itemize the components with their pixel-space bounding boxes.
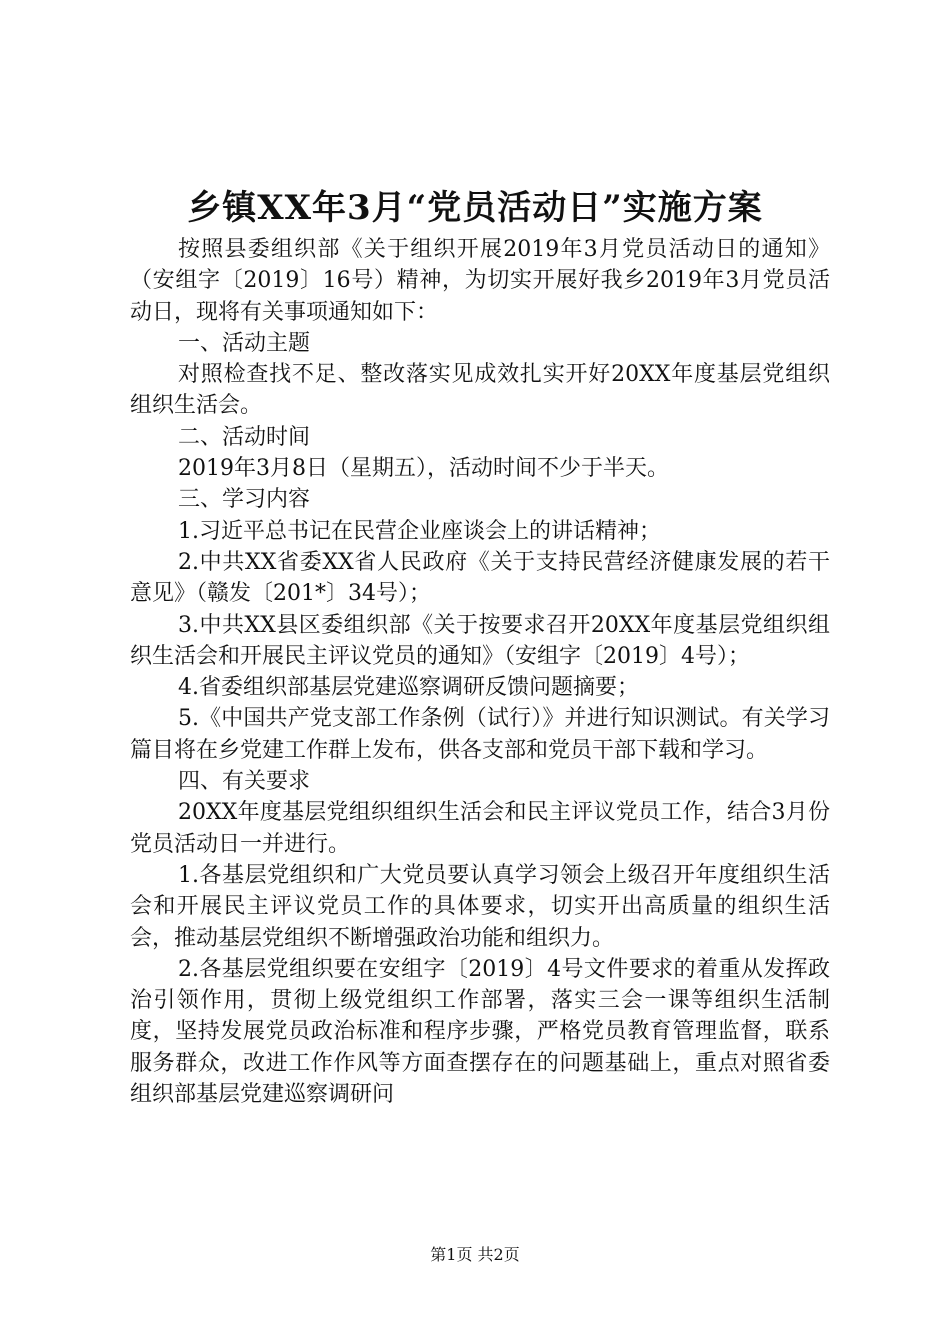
- document-body: [130, 234, 830, 1110]
- page-number: 第1页 共2页: [430, 1245, 520, 1264]
- list-item: 1.习近平总书记在民营企业座谈会上的讲话精神；: [178, 518, 661, 544]
- list-item: 5.《中国共产党支部工作条例（试行）》并进行知识测试。有关学习篇目将在乡党建工作群上发布，供各支部和党员干部下载和学习。: [130, 706, 830, 763]
- heading-requirements: 四、有关要求: [178, 769, 311, 795]
- heading-study-content: 三、学习内容: [178, 487, 311, 513]
- heading-activity-theme: 一、活动主题: [178, 330, 311, 356]
- list-item: 4.省委组织部基层党建巡察调研反馈问题摘要；: [178, 675, 639, 701]
- paragraph-time: 2019年3月8日（星期五），活动时间不少于半天。: [178, 456, 669, 482]
- document-title: 乡镇XX年3月“党员活动日”实施方案: [187, 188, 763, 228]
- list-item: 3.中共XX县区委组织部《关于按要求召开20XX年度基层党组织组织生活会和开展民主评议党员的通知》（安组字〔2019〕4号）；: [130, 612, 830, 669]
- paragraph-requirements: 20XX年度基层党组织组织生活会和民主评议党员工作，结合3月份党员活动日一并进行。: [130, 800, 830, 857]
- list-item: 1.各基层党组织和广大党员要认真学习领会上级召开年度组织生活会和开展民主评议党员工作的具体要求，切实开出高质量的组织生活会，推动基层党组织不断增强政治功能和组织力。: [130, 862, 830, 951]
- paragraph-theme: 对照检查找不足、整改落实见成效扎实开好20XX年度基层党组织组织生活会。: [130, 362, 830, 419]
- paragraph-intro: 按照县委组织部《关于组织开展2019年3月党员活动日的通知》（安组字〔2019〕16号）精神，为切实开展好我乡2019年3月党员活动日，现将有关事项通知如下：: [130, 237, 830, 325]
- heading-activity-time: 二、活动时间: [178, 424, 311, 450]
- list-item: 2.各基层党组织要在安组字〔2019〕4号文件要求的着重从发挥政治引领作用，贯彻上级党组织工作部署，落实三会一课等组织生活制度，坚持发展党员政治标准和程序步骤，严格党员教育管理监督，联系服务群众，改进工作作风等方面查摆存在的问题基础上，重点对照省委组织部基层党建巡察调研问: [130, 956, 830, 1108]
- list-item: 2.中共XX省委XX省人民政府《关于支持民营经济健康发展的若干意见》（赣发〔201*〕34号）；: [130, 549, 830, 607]
